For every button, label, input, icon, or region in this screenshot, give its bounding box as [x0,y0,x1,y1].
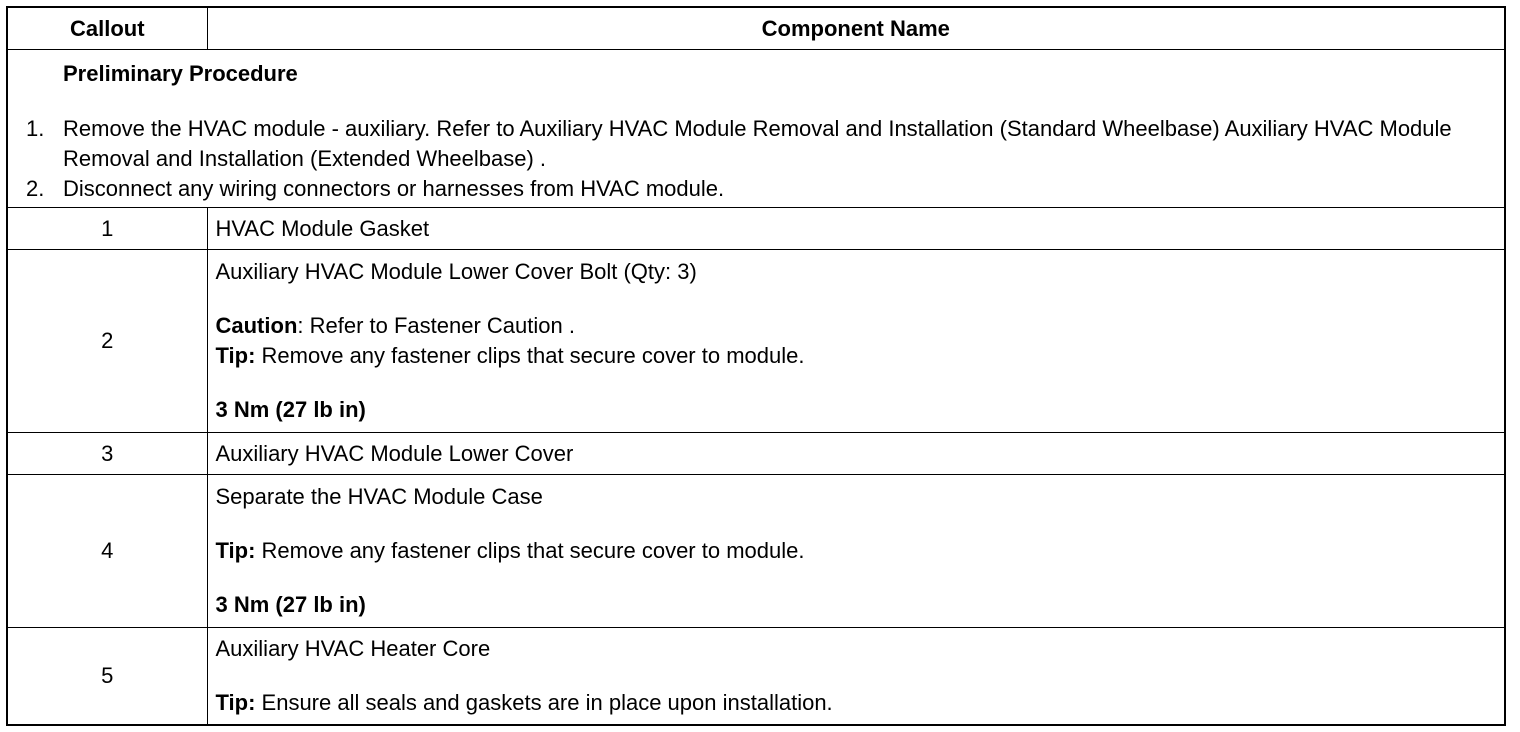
preliminary-step [8,114,1504,174]
component-name-header: Component Name [207,7,1505,50]
step-number: 2. [26,176,45,201]
table-row [7,475,1505,628]
callout-number: 4 [7,475,207,628]
preliminary-step [8,174,1504,204]
table-row [7,208,1505,250]
callout-number: 1 [7,208,207,250]
tip-label: Tip: [215,343,256,368]
component-title: Auxiliary HVAC Module Lower Cover Bolt (Qty: 3) [215,259,697,284]
preliminary-procedure-row [7,50,1505,208]
step-text: Disconnect any wiring connectors or harnesses from HVAC module. [63,176,725,201]
component-name [207,433,1505,475]
torque-spec: 3 Nm (27 lb in) [215,397,366,422]
caution-note [216,311,1497,341]
component-title: Auxiliary HVAC Heater Core [215,636,491,661]
component-title: HVAC Module Gasket [215,215,430,241]
callout-number: 3 [7,433,207,475]
callout-number: 5 [7,628,207,726]
torque-spec: 3 Nm (27 lb in) [215,592,366,617]
component-name [207,250,1505,433]
tip-note [216,341,1497,371]
step-text: Remove the HVAC module - auxiliary. Refer to Auxiliary HVAC Module Removal and Installation (Standard Wheelbase) Auxiliary HVAC Module Removal and Installation (Extended Wheelbase) . [63,116,1452,171]
component-name [207,208,1505,250]
table-row [7,433,1505,475]
component-title: Separate the HVAC Module Case [215,484,543,509]
component-table [6,6,1506,726]
step-number: 1. [26,116,45,141]
tip-label: Tip: [215,690,256,715]
tip-text: Remove any fastener clips that secure cover to module. [255,343,805,368]
tip-label: Tip: [215,538,256,563]
tip-note [216,536,1497,566]
callout-header: Callout [7,7,207,50]
component-title: Auxiliary HVAC Module Lower Cover [215,440,574,466]
table-row [7,250,1505,433]
caution-text: : Refer to Fastener Caution . [297,313,575,338]
callout-number: 2 [7,250,207,433]
preliminary-steps-list [8,114,1504,204]
table-row [7,628,1505,726]
tip-note [216,688,1497,718]
component-name [207,628,1505,726]
preliminary-procedure-cell [7,50,1505,208]
tip-text: Remove any fastener clips that secure cover to module. [255,538,805,563]
table-header-row [7,7,1505,50]
tip-text: Ensure all seals and gaskets are in place upon installation. [255,690,833,715]
preliminary-procedure-title: Preliminary Procedure [63,61,298,86]
caution-label: Caution [215,313,298,338]
component-name [207,475,1505,628]
